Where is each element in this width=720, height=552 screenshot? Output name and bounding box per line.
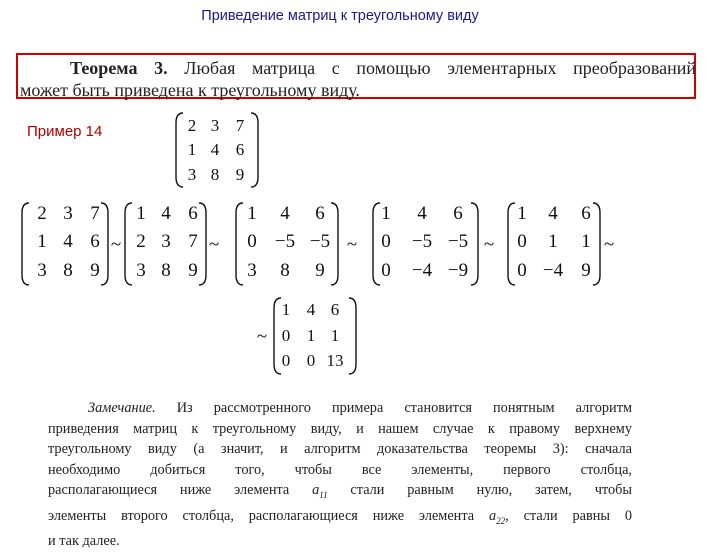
matrix-cell: 8	[210, 165, 220, 184]
right-paren	[349, 298, 356, 374]
matrix-cell: 7	[235, 116, 245, 135]
remark-heading: Замечание.	[88, 400, 156, 416]
result-matrix	[274, 298, 356, 374]
theorem-heading: Теорема 3.	[70, 58, 168, 78]
matrix-cell: 6	[330, 300, 340, 319]
matrix-cell: 1	[381, 203, 391, 224]
remark-row-1	[48, 398, 632, 419]
left-paren	[22, 203, 29, 285]
left-paren	[373, 203, 380, 285]
matrix-cell: 9	[235, 165, 245, 184]
matrix-cell: 3	[247, 260, 257, 281]
equivalence-sign: ~	[483, 234, 495, 255]
matrix-cell: 4	[210, 140, 220, 159]
matrix-cell: 3	[210, 116, 220, 135]
remark-row-3: треугольному виду (а значит, и алгоритм доказательства теоремы 3): сначала	[48, 441, 632, 458]
chain-matrix-5	[508, 203, 600, 285]
element-a11: $a_{11}$	[312, 482, 328, 501]
matrix-cell: 6	[453, 203, 463, 224]
chain-matrix-1	[22, 203, 108, 285]
remark-row-5	[48, 480, 632, 505]
chain-matrix-3	[236, 203, 338, 285]
matrix-cell: 0	[281, 326, 291, 345]
matrix-cell: −5	[274, 231, 296, 252]
slide-title: Приведение матриц к треугольному виду	[201, 8, 479, 24]
theorem-line-1-text: Любая матрица с помощью элементарных преобразований	[184, 58, 697, 78]
matrix-cell: 4	[417, 203, 427, 224]
left-paren	[508, 203, 515, 285]
theorem-line-2: может быть приведена к треугольному виду.	[20, 80, 360, 100]
left-paren	[236, 203, 243, 285]
matrix-cell: 7	[188, 231, 198, 252]
matrix-cell: 4	[306, 300, 316, 319]
matrix-cell: 6	[188, 203, 198, 224]
right-paren	[471, 203, 478, 285]
matrix-cell: 1	[306, 326, 316, 345]
matrix-cell: 6	[315, 203, 325, 224]
equivalence-sign: ~	[110, 234, 122, 255]
matrix-cell: 1	[281, 300, 291, 319]
matrix-cell: −4	[542, 260, 564, 281]
equivalence-sign: ~	[346, 234, 358, 255]
matrix-cell: 0	[306, 351, 316, 370]
equivalence-sign: ~	[256, 326, 268, 347]
remark-row-2: приведения матриц к треугольному виду, и нашем случае к правому верхнему	[48, 420, 632, 437]
matrix-cell: 8	[161, 260, 171, 281]
chain-matrix-2	[125, 203, 206, 285]
matrix-cell: 4	[548, 203, 558, 224]
matrix-cell: 2	[187, 116, 197, 135]
right-paren	[331, 203, 338, 285]
matrix-cell: 6	[90, 231, 100, 252]
matrix-cell: 0	[247, 231, 257, 252]
matrix-cell: −5	[411, 231, 433, 252]
matrix-cell: 3	[161, 231, 171, 252]
remark-text: стали равным нулю, затем, чтобы	[350, 482, 632, 499]
right-paren	[251, 113, 258, 187]
right-paren	[199, 203, 206, 285]
left-paren	[274, 298, 281, 374]
given-matrix	[176, 113, 258, 187]
left-paren	[176, 113, 183, 187]
matrix-cell: 6	[235, 140, 245, 159]
matrix-cell: 6	[581, 203, 591, 224]
matrix-cell: 9	[315, 260, 325, 281]
remark-row-6	[48, 506, 632, 531]
matrix-cell: 0	[517, 231, 527, 252]
matrix-cell: 4	[280, 203, 290, 224]
matrix-cell: 9	[581, 260, 591, 281]
remark-row-7: и так далее.	[48, 533, 120, 550]
matrix-cell: −5	[309, 231, 331, 252]
matrix-cell: 1	[330, 326, 340, 345]
matrix-cell: 9	[188, 260, 198, 281]
right-paren	[593, 203, 600, 285]
matrix-cell: −4	[411, 260, 433, 281]
matrix-cell: 3	[37, 260, 47, 281]
element-a22: $a_{22}$	[488, 507, 506, 526]
matrix-cell: 1	[187, 140, 197, 159]
matrix-cell: 1	[247, 203, 257, 224]
chain-matrix-4	[373, 203, 478, 285]
equivalence-sign: ~	[603, 234, 615, 255]
remark-paragraph	[48, 398, 632, 552]
remark-text: Из рассмотренного примера становится понятным алгоритм	[176, 400, 632, 416]
remark-text: элементы второго столбца, располагающиеся ниже элемента	[48, 507, 475, 524]
matrix-cell: −5	[447, 231, 469, 252]
matrix-cell: 0	[381, 260, 391, 281]
matrix-cell: 2	[136, 231, 146, 252]
matrix-cell: 3	[136, 260, 146, 281]
matrix-cell: 0	[517, 260, 527, 281]
equivalence-sign: ~	[208, 234, 220, 255]
matrix-cell: 3	[63, 203, 73, 224]
matrix-cell: 9	[90, 260, 100, 281]
matrix-cell: 1	[136, 203, 146, 224]
matrix-cell: 1	[517, 203, 527, 224]
left-paren	[125, 203, 132, 285]
matrix-cell: 8	[63, 260, 73, 281]
matrix-cell: 7	[90, 203, 100, 224]
matrix-cell: 0	[381, 231, 391, 252]
example-label: Пример 14	[27, 123, 103, 140]
matrix-cell: 8	[280, 260, 290, 281]
matrix-cell: 13	[326, 351, 344, 370]
matrix-cell: 1	[548, 231, 558, 252]
matrix-cell: 3	[187, 165, 197, 184]
matrix-cell: 4	[161, 203, 171, 224]
matrix-cell: −9	[447, 260, 469, 281]
matrix-cell: 1	[581, 231, 591, 252]
matrix-cell: 4	[63, 231, 73, 252]
matrix-cell: 2	[37, 203, 47, 224]
remark-row-4: необходимо добиться того, чтобы все элементы, первого столбца,	[48, 461, 632, 478]
remark-text: располагающиеся ниже элемента	[48, 482, 290, 499]
matrix-cell: 1	[37, 231, 47, 252]
matrix-cell: 0	[281, 351, 291, 370]
right-paren	[101, 203, 108, 285]
remark-text: , стали равны 0	[505, 507, 632, 524]
